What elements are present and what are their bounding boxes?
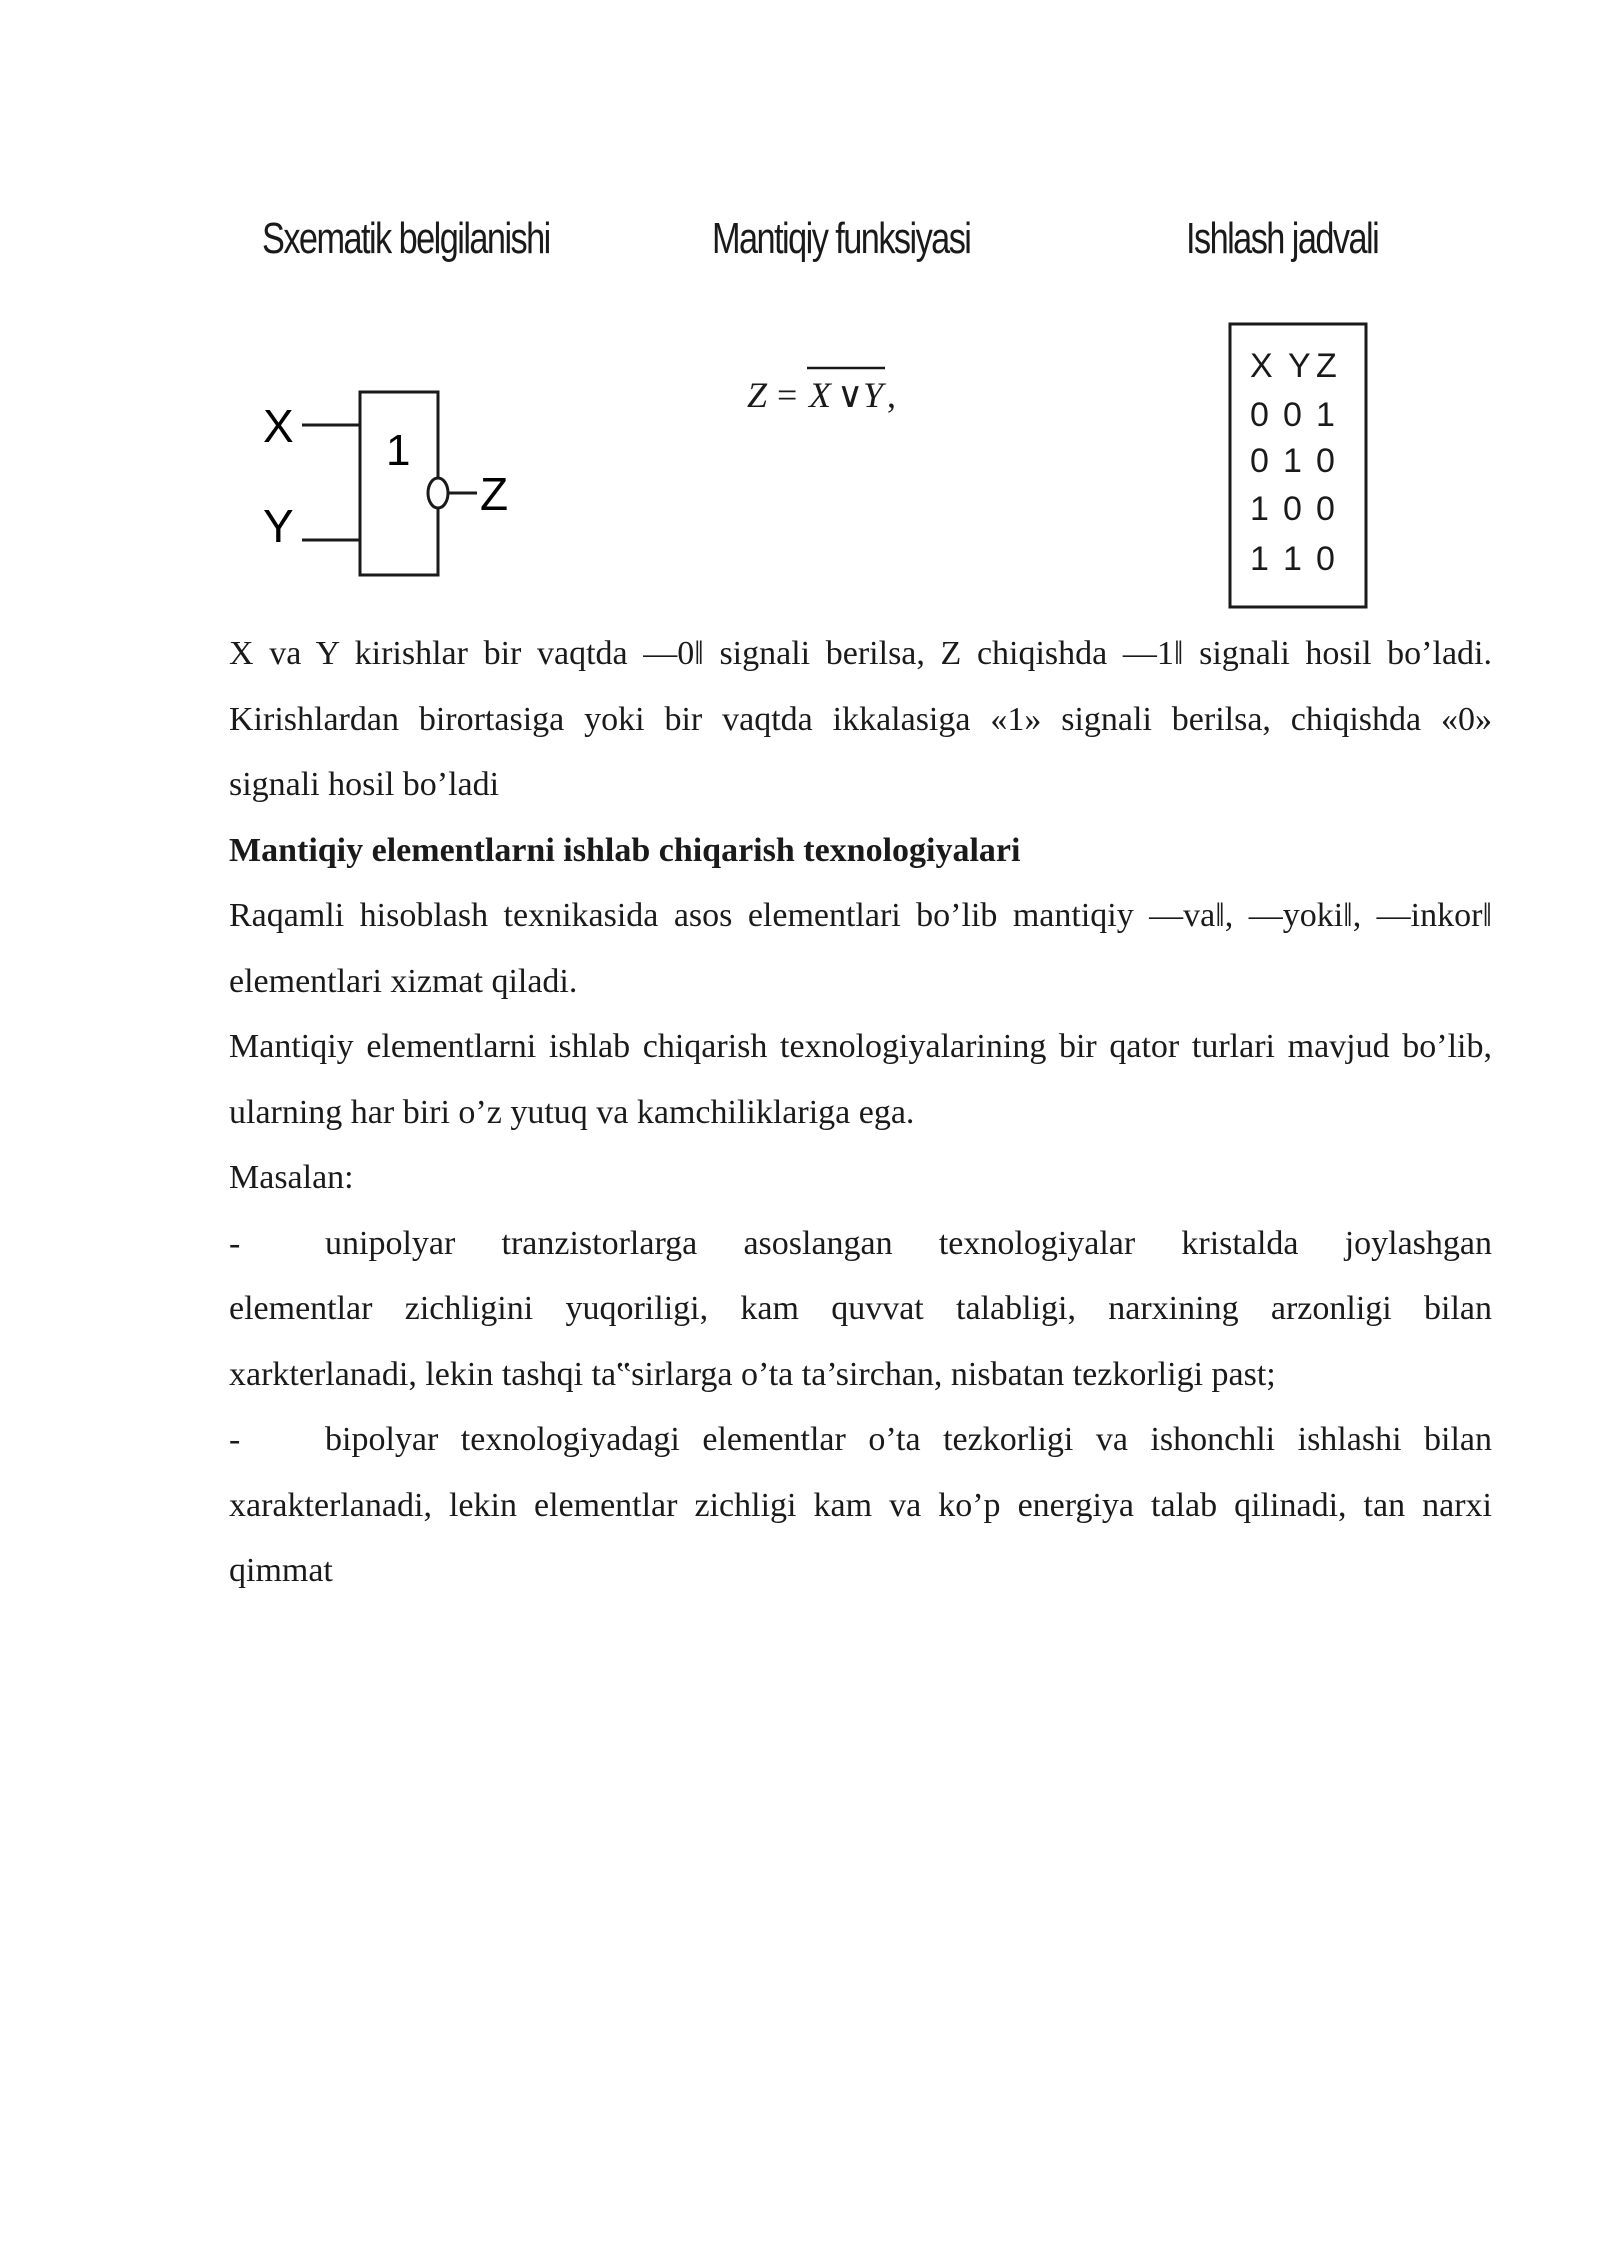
formula-z: Z: [747, 375, 768, 415]
truth-cell: 0: [1316, 540, 1335, 578]
paragraph-line: X va Y kirishlar bir vaqtda ―0‖ signali berilsa, Z chiqishda ―1‖ signali hosil bo’ladi.: [229, 635, 1492, 672]
paragraph: Mantiqiy elementlarni ishlab chiqarish texnologiyalarining bir qator turlari mavjud bo’lib, ularning har biri o’z yutuq va kamchiliklariga ega.: [229, 1028, 1492, 1131]
formula-y: Y: [863, 375, 884, 415]
truth-cell: 0: [1283, 396, 1302, 434]
paragraph-line: Kirishlardan birortasiga yoki bir vaqtda ikkalasiga «1» signali berilsa, chiqishda «0»: [229, 700, 1492, 738]
truth-cell: 1: [1283, 540, 1302, 578]
truth-cell: 0: [1283, 490, 1302, 528]
list-item: [229, 1407, 1492, 1473]
list-item-first-line: bipolyar texnologiyadagi elementlar o’ta tezkorligi va ishonchli ishlashi bilan: [325, 1421, 1492, 1458]
document-body: [229, 621, 1492, 1604]
truth-header-z: Z: [1316, 347, 1337, 385]
formula-x: X: [809, 375, 831, 415]
truth-cell: 1: [1250, 490, 1269, 528]
paragraph-line: signali hosil bo’ladi: [229, 766, 500, 803]
list-item-continuation: xarakterlanadi, lekin elementlar zichligi kam va ko’p energiya talab qilinadi, tan narxi qimmat: [229, 1486, 1492, 1589]
truth-cell: 0: [1250, 396, 1269, 434]
gate-input-y-label: Y: [263, 500, 294, 552]
list-dash: -: [229, 1224, 241, 1262]
list-dash: -: [229, 1421, 241, 1458]
logic-formula: [745, 355, 925, 425]
truth-header-x: X: [1250, 347, 1273, 385]
truth-cell: 1: [1283, 442, 1302, 480]
nor-gate-diagram: [255, 370, 535, 590]
section-heading: Mantiqiy elementlarni ishlab chiqarish texnologiyalari: [229, 831, 1021, 869]
list-item-first-line: unipolyar tranzistorlarga asoslangan texnologiyalar kristalda joylashgan: [325, 1224, 1492, 1262]
formula-comma: ,: [887, 375, 896, 415]
gate-output-z-label: Z: [480, 468, 509, 520]
truth-table: [1228, 322, 1378, 612]
truth-cell: 0: [1316, 490, 1335, 528]
gate-symbol: 1: [386, 426, 411, 475]
truth-cell: 0: [1250, 442, 1269, 480]
formula-equals: =: [777, 375, 798, 415]
paragraph: Masalan:: [229, 1159, 354, 1196]
truth-cell: 1: [1250, 540, 1269, 578]
paragraph: Raqamli hisoblash texnikasida asos elementlari bo’lib mantiqiy ―va‖, ―yoki‖, ―inkor‖ elementlari xizmat qiladi.: [229, 897, 1492, 1000]
figure-header-truth-table: Ishlash jadvali: [1186, 214, 1379, 263]
figure-header-schematic: Sxematik belgilanishi: [262, 214, 550, 263]
formula-or-operator: ∨: [837, 375, 864, 415]
gate-inversion-bubble: [428, 478, 448, 508]
gate-body: [360, 392, 438, 575]
truth-header-y: Y: [1288, 347, 1311, 385]
truth-cell: 0: [1316, 442, 1335, 480]
figure-header-function: Mantiqiy funksiyasi: [712, 214, 971, 263]
gate-input-x-label: X: [263, 400, 294, 452]
truth-cell: 1: [1316, 396, 1335, 434]
list-item-continuation: elementlar zichligini yuqoriligi, kam quvvat talabligi, narxining arzonligi bilan xarkterlanadi, lekin tashqi ta‟sirlarga o’ta ta’sirchan, nisbatan tezkorligi past;: [229, 1290, 1492, 1393]
list-item: [229, 1211, 1492, 1277]
